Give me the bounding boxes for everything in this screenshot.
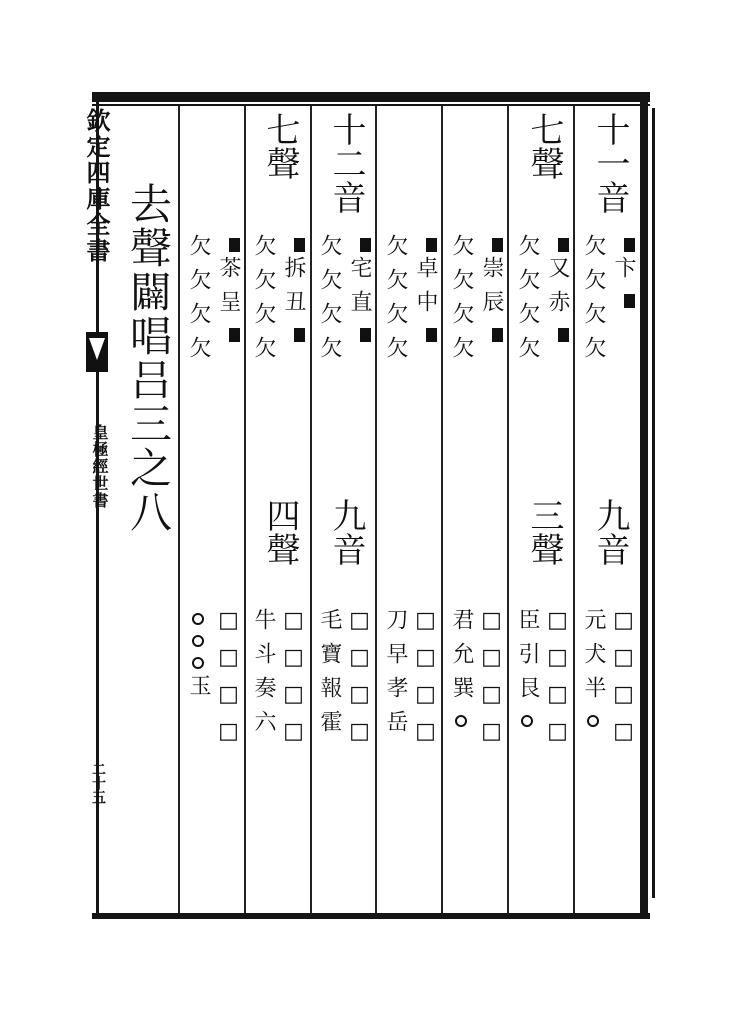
frame-top-rule-inner xyxy=(92,104,650,106)
black-block xyxy=(558,328,569,342)
glyph: 寶 xyxy=(317,642,342,676)
glyph: 霍 xyxy=(317,710,342,744)
empty-square: □ xyxy=(216,608,241,645)
black-block xyxy=(360,238,371,252)
glyph: 又 xyxy=(545,256,570,290)
black-block xyxy=(360,328,371,342)
empty-square: □ xyxy=(216,645,241,682)
glyph: 報 xyxy=(317,676,342,710)
frame-right-rule-inner xyxy=(652,108,655,898)
empty-square: □ xyxy=(281,608,306,645)
empty-square: □ xyxy=(281,682,306,719)
margin-title: 欽定四庫全書 xyxy=(82,108,111,264)
empty-square: □ xyxy=(413,645,438,682)
glyph: 欠 xyxy=(251,302,276,336)
glyph: 欠 xyxy=(449,302,474,336)
column-divider xyxy=(310,106,312,913)
frame-bottom-rule xyxy=(92,913,650,919)
black-block xyxy=(426,238,437,252)
empty-square: □ xyxy=(479,719,504,756)
glyph: 君 xyxy=(449,608,474,642)
glyph: 茶 xyxy=(216,256,241,290)
fish-tail-ornament xyxy=(84,330,110,374)
glyph: 臣 xyxy=(515,608,540,642)
glyph: 欠 xyxy=(251,268,276,302)
glyph: 六 xyxy=(251,710,276,744)
glyph: 欠 xyxy=(515,234,540,268)
empty-square: □ xyxy=(413,719,438,756)
upper-readings xyxy=(252,234,274,370)
glyph: 欠 xyxy=(317,336,342,370)
empty-circle xyxy=(587,715,599,727)
glyph: 欠 xyxy=(515,336,540,370)
column-divider xyxy=(178,106,180,913)
glyph: 牛 xyxy=(251,608,276,642)
glyph: 辰 xyxy=(479,290,504,324)
glyph: 犬 xyxy=(581,642,606,676)
glyph: 欠 xyxy=(186,234,211,268)
black-block xyxy=(294,328,305,342)
rhyme-column xyxy=(446,108,508,908)
glyph: 欠 xyxy=(383,302,408,336)
glyph: 欠 xyxy=(317,302,342,336)
upper-initials xyxy=(348,234,371,346)
lower-finals xyxy=(612,608,634,756)
lower-finals xyxy=(414,608,436,756)
glyph: 欠 xyxy=(317,268,342,302)
lower-finals xyxy=(282,608,304,756)
empty-circle xyxy=(192,635,204,647)
lower-finals xyxy=(480,608,502,756)
empty-square: □ xyxy=(611,645,636,682)
upper-initials xyxy=(612,234,635,312)
upper-readings xyxy=(384,234,406,370)
glyph: 欠 xyxy=(251,234,276,268)
black-block xyxy=(426,328,437,342)
glyph: 欠 xyxy=(383,336,408,370)
empty-square: □ xyxy=(479,645,504,682)
rhyme-column xyxy=(314,108,376,908)
empty-square: □ xyxy=(216,719,241,756)
black-block xyxy=(294,238,305,252)
glyph: 斗 xyxy=(251,642,276,676)
upper-readings xyxy=(187,234,209,370)
glyph: 欠 xyxy=(186,336,211,370)
glyph: 欠 xyxy=(581,336,606,370)
page-number: 二十五 xyxy=(90,762,106,804)
empty-square: □ xyxy=(545,645,570,682)
lower-finals xyxy=(546,608,568,756)
upper-readings xyxy=(318,234,340,370)
empty-square: □ xyxy=(347,682,372,719)
black-block xyxy=(558,238,569,252)
glyph: 丑 xyxy=(281,290,306,324)
glyph: 岳 xyxy=(383,710,408,744)
glyph: 刀 xyxy=(383,608,408,642)
upper-title: 十二音 xyxy=(326,112,366,214)
rhyme-column xyxy=(248,108,310,908)
lower-characters xyxy=(318,608,340,744)
empty-circle xyxy=(192,657,204,669)
lower-characters xyxy=(516,608,538,732)
lower-characters xyxy=(252,608,274,744)
lower-title: 三聲 xyxy=(524,498,564,566)
lower-finals xyxy=(348,608,370,756)
lower-title: 四聲 xyxy=(260,498,300,566)
glyph: 元 xyxy=(581,608,606,642)
black-block xyxy=(624,238,635,252)
empty-square: □ xyxy=(479,608,504,645)
glyph: 欠 xyxy=(317,234,342,268)
glyph: 欠 xyxy=(251,336,276,370)
upper-title: 七聲 xyxy=(260,112,300,180)
glyph: 欠 xyxy=(581,302,606,336)
glyph: 拆 xyxy=(281,256,306,290)
black-block xyxy=(492,238,503,252)
black-block xyxy=(229,328,240,342)
glyph: 奏 xyxy=(251,676,276,710)
empty-square: □ xyxy=(611,682,636,719)
upper-title: 十一音 xyxy=(590,112,630,214)
glyph: 欠 xyxy=(383,234,408,268)
glyph: 欠 xyxy=(186,302,211,336)
empty-square: □ xyxy=(545,682,570,719)
glyph: 欠 xyxy=(581,234,606,268)
glyph: 半 xyxy=(581,676,606,710)
empty-square: □ xyxy=(216,682,241,719)
empty-square: □ xyxy=(281,719,306,756)
frame-right-rule xyxy=(640,92,648,919)
empty-square: □ xyxy=(479,682,504,719)
upper-initials xyxy=(414,234,437,346)
upper-readings xyxy=(516,234,538,370)
book-name: 皇極經世書 xyxy=(90,424,109,509)
glyph: 早 xyxy=(383,642,408,676)
glyph: 欠 xyxy=(515,268,540,302)
black-block xyxy=(492,328,503,342)
glyph: 欠 xyxy=(449,336,474,370)
upper-readings xyxy=(450,234,472,370)
glyph: 卞 xyxy=(611,256,636,290)
glyph: 引 xyxy=(515,642,540,676)
glyph: 欠 xyxy=(449,234,474,268)
black-block xyxy=(229,238,240,252)
upper-readings xyxy=(582,234,604,370)
lower-title: 九音 xyxy=(590,498,630,566)
empty-square: □ xyxy=(347,645,372,682)
glyph: 宅 xyxy=(347,256,372,290)
empty-circle xyxy=(455,715,467,727)
lower-characters xyxy=(384,608,406,744)
glyph: 欠 xyxy=(515,302,540,336)
upper-initials xyxy=(282,234,305,346)
empty-square: □ xyxy=(413,682,438,719)
glyph: 毛 xyxy=(317,608,342,642)
rhyme-column xyxy=(183,108,245,908)
glyph: 直 xyxy=(347,290,372,324)
section-heading: 去聲闢唱吕三之八 xyxy=(124,182,173,534)
upper-initials xyxy=(480,234,503,346)
lower-characters xyxy=(450,608,472,732)
empty-square: □ xyxy=(611,719,636,756)
glyph: 玉 xyxy=(186,674,211,708)
glyph: 中 xyxy=(413,290,438,324)
lower-characters xyxy=(582,608,604,732)
glyph: 崇 xyxy=(479,256,504,290)
black-block xyxy=(624,294,635,308)
glyph: 艮 xyxy=(515,676,540,710)
glyph: 允 xyxy=(449,642,474,676)
glyph: 呈 xyxy=(216,290,241,324)
upper-initials xyxy=(217,234,240,346)
rhyme-column xyxy=(380,108,442,908)
empty-square: □ xyxy=(611,608,636,645)
frame-top-rule xyxy=(92,92,650,102)
glyph: 卓 xyxy=(413,256,438,290)
glyph: 赤 xyxy=(545,290,570,324)
upper-initials xyxy=(546,234,569,346)
empty-square: □ xyxy=(281,645,306,682)
glyph: 欠 xyxy=(581,268,606,302)
empty-circle xyxy=(192,613,204,625)
empty-square: □ xyxy=(347,608,372,645)
rhyme-column xyxy=(578,108,640,908)
glyph: 欠 xyxy=(383,268,408,302)
glyph: 孝 xyxy=(383,676,408,710)
upper-title: 七聲 xyxy=(524,112,564,180)
glyph: 欠 xyxy=(186,268,211,302)
lower-characters xyxy=(187,608,209,708)
empty-square: □ xyxy=(347,719,372,756)
glyph: 欠 xyxy=(449,268,474,302)
empty-square: □ xyxy=(545,608,570,645)
empty-square: □ xyxy=(545,719,570,756)
lower-finals xyxy=(217,608,239,756)
rhyme-column xyxy=(512,108,574,908)
glyph: 巽 xyxy=(449,676,474,710)
lower-title: 九音 xyxy=(326,498,366,566)
empty-square: □ xyxy=(413,608,438,645)
empty-circle xyxy=(521,715,533,727)
